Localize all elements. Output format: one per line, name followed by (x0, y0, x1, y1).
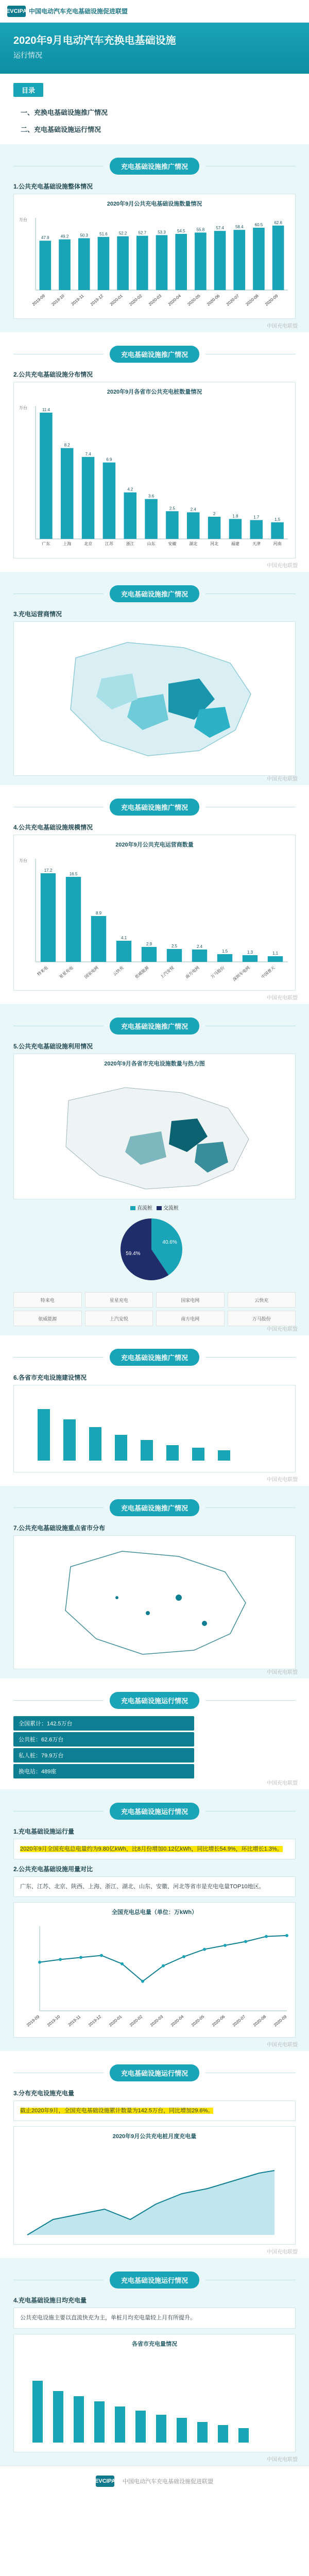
bar (229, 519, 242, 539)
data-point (141, 1980, 144, 1983)
bar (40, 413, 53, 539)
bar (59, 240, 71, 290)
bar (217, 954, 232, 962)
x-tick-label: 星星充电 (58, 965, 74, 980)
watermark: 中国充电联盟 (267, 324, 298, 329)
x-tick-label: 国家电网 (83, 965, 99, 980)
org-name: 中国电动汽车充电基础设施促进联盟 (29, 8, 128, 15)
bar-value-label: 2 (213, 512, 216, 516)
brand-logo: 万马股份 (228, 1311, 296, 1326)
data-point (244, 1940, 247, 1943)
y-axis-label: 万台 (19, 858, 27, 863)
brand-logo: 上汽安悦 (85, 1311, 153, 1326)
subsection-title: 3.充电运营商情况 (13, 611, 62, 618)
x-tick-label: 2020-04 (170, 2014, 185, 2028)
pie-label: 59.4% (126, 1250, 141, 1257)
subsection-title: 5.公共充电基础设施利用情况 (13, 1043, 93, 1050)
table-of-contents (0, 74, 309, 144)
section-promo-2 (0, 332, 309, 572)
section-operation-1 (0, 1789, 309, 2051)
x-tick-label: 2019-10 (46, 2014, 61, 2028)
chart-container (13, 2334, 296, 2452)
legend-alternating: 交流桩 (157, 1204, 179, 1211)
bar-value-label: 2.4 (196, 944, 203, 949)
x-tick-label: 2020-05 (191, 2014, 205, 2028)
x-tick-label: 福建 (231, 541, 239, 546)
footer (0, 2466, 309, 2497)
chart-container (13, 1385, 296, 1472)
bar-value-label: 1.1 (272, 951, 279, 956)
bar (103, 463, 116, 539)
data-point (224, 1944, 227, 1947)
bar-value-label: 50.3 (80, 233, 89, 238)
data-point (121, 1962, 124, 1965)
x-tick-label: 2019-09 (31, 293, 46, 307)
bar (156, 235, 168, 290)
data-point (162, 1964, 165, 1968)
x-tick-label: 南方电网 (184, 965, 200, 980)
x-tick-label: 2019-10 (50, 293, 65, 307)
bar-value-label: 17.2 (44, 868, 53, 873)
bar-value-label: 4.1 (121, 936, 127, 940)
bar (192, 950, 207, 962)
brand-logo: 星星充电 (85, 1292, 153, 1308)
watermark: 中国充电联盟 (267, 2456, 298, 2463)
x-tick-label: 2019-12 (89, 293, 105, 307)
x-tick-label: 中国普天 (260, 965, 276, 980)
chart-container (13, 382, 296, 558)
y-axis-label: 万台 (19, 405, 27, 410)
section-promo-5 (0, 1004, 309, 1335)
brand-logo: 依威能源 (13, 1311, 82, 1326)
summary-band: 公共桩：62.6万台 (13, 1732, 194, 1747)
data-point (79, 1956, 82, 1959)
bar-value-label: 11.4 (42, 407, 50, 412)
x-tick-label: 2019-11 (70, 293, 85, 307)
bar (98, 237, 110, 290)
bar (40, 241, 52, 290)
x-tick-label: 2020-02 (129, 2014, 144, 2028)
x-tick-label: 2020-03 (149, 2014, 164, 2028)
watermark: 中国充电联盟 (267, 1477, 298, 1483)
bar (187, 512, 200, 539)
x-tick-label: 2020-04 (167, 293, 182, 307)
data-point (182, 1955, 185, 1958)
chart-container (13, 1902, 296, 2038)
bar (61, 448, 74, 539)
x-tick-label: 上海 (63, 541, 72, 546)
subsection-title: 4.充电基础设施日均充电量 (13, 2297, 87, 2304)
chart-legend (13, 1204, 296, 1211)
x-tick-label: 2020-05 (186, 293, 201, 307)
bar-chart-provinces (17, 398, 293, 552)
x-tick-label: 2020-03 (148, 293, 163, 307)
bar-value-label: 52.2 (118, 231, 127, 236)
bar-value-label: 2.5 (171, 944, 178, 948)
line-chart-energy (17, 1918, 293, 2031)
map-container (13, 621, 296, 776)
summary-band: 换电站：489座 (13, 1764, 194, 1778)
pie-label: 40.6% (162, 1240, 177, 1246)
heat-map (17, 1070, 293, 1193)
bar-value-label: 1.7 (253, 515, 260, 520)
bar-value-label: 55.8 (196, 227, 205, 232)
data-point (59, 1958, 62, 1961)
data-point (38, 1961, 41, 1964)
watermark: 中国充电联盟 (267, 563, 298, 569)
bar-value-label: 58.4 (235, 225, 244, 230)
bar (175, 234, 187, 290)
x-tick-label: 深圳车电网 (232, 965, 251, 982)
bar-value-label: 2.9 (146, 942, 152, 946)
summary-band: 私人桩：79.9万台 (13, 1748, 194, 1762)
bar (142, 947, 157, 962)
section-promo-1 (0, 144, 309, 332)
bar (195, 232, 207, 290)
y-axis-label: 万台 (19, 217, 27, 222)
cover-banner (0, 23, 309, 74)
chart-title: 2020年9月公共充电运营商数量 (115, 842, 194, 848)
pie-chart-types (13, 1213, 289, 1285)
x-tick-label: 湖北 (189, 541, 198, 546)
bar-value-label: 6.9 (106, 457, 112, 462)
area-chart (17, 2142, 285, 2243)
toc-label: 目录 (13, 83, 43, 97)
x-tick-label: 2020-07 (225, 293, 241, 307)
bar-value-label: 57.4 (216, 226, 224, 231)
footer-logo: EVCIPA (96, 2476, 114, 2487)
chart-title: 2020年9月各省市充电设施数量与热力图 (104, 1061, 205, 1067)
bar-value-label: 62.6 (274, 220, 282, 225)
section-promo-3 (0, 572, 309, 785)
bar (208, 517, 221, 539)
bar-value-label: 52.7 (138, 230, 147, 235)
x-tick-label: 2020-09 (273, 2014, 288, 2028)
bar-value-label: 54.5 (177, 229, 185, 233)
x-tick-label: 2020-07 (232, 2014, 247, 2028)
brand-logo: 国家电网 (156, 1292, 225, 1308)
bar (243, 955, 258, 962)
bar (167, 949, 182, 962)
chart-title: 2020年9月公共充电基础设施数量情况 (107, 201, 202, 207)
text-block (13, 1839, 296, 1859)
bar (117, 236, 129, 290)
watermark: 中国充电联盟 (267, 995, 298, 1001)
bar-value-label: 16.5 (69, 872, 78, 876)
cover-subtitle: 运行情况 (13, 51, 42, 59)
section-operation-intro (0, 1679, 309, 1789)
x-tick-label: 云快充 (112, 965, 125, 977)
x-tick-label: 2019-11 (67, 2014, 82, 2028)
map-container (13, 1535, 296, 1669)
watermark: 中国充电联盟 (267, 2249, 298, 2256)
data-point (265, 1935, 268, 1938)
operator-logo-grid (13, 1292, 296, 1326)
text-block (13, 2100, 296, 2121)
watermark: 中国充电联盟 (267, 2042, 298, 2048)
chart-container (13, 194, 296, 319)
bar (145, 499, 158, 539)
chart-title: 全国充电总电量（单位：万kWh） (111, 1909, 198, 1916)
x-tick-label: 安徽 (168, 541, 177, 546)
bar-value-label: 2.4 (190, 507, 196, 512)
x-tick-label: 2020-01 (108, 2014, 123, 2028)
bar (82, 457, 95, 539)
distribution-map (14, 1536, 290, 1669)
x-tick-label: 上汽安悦 (159, 965, 175, 980)
chart-title: 2020年9月公共充电桩月度充电量 (112, 2133, 197, 2140)
x-tick-label: 特来电 (36, 965, 49, 977)
x-tick-label: 2020-06 (211, 2014, 226, 2028)
bar (78, 238, 90, 290)
bar (271, 522, 284, 539)
bar (268, 956, 283, 962)
x-tick-label: 天津 (252, 541, 261, 546)
section-title: 充电基础设施运行情况 (110, 1803, 199, 1820)
section-title: 充电基础设施推广情况 (110, 1018, 199, 1035)
bar-value-label: 1.3 (247, 950, 253, 955)
bar (272, 226, 284, 290)
section-operation-3 (0, 2258, 309, 2465)
bar (233, 230, 245, 290)
subsection-title: 1.充电基础设施运行量 (13, 1828, 75, 1835)
x-tick-label: 2020-08 (252, 2014, 267, 2028)
section-promo-4 (0, 785, 309, 1004)
x-tick-label: 江苏 (105, 541, 113, 546)
chart-container (13, 2126, 296, 2245)
bar-chart-daily (17, 2350, 285, 2450)
bar-value-label: 2.5 (169, 506, 175, 511)
bar-value-label: 3.6 (148, 494, 154, 499)
data-point (285, 1934, 288, 1937)
section-title: 充电基础设施推广情况 (110, 585, 199, 602)
bar (41, 873, 56, 962)
subsection-title: 6.各省市充电设施建设情况 (13, 1374, 87, 1381)
legend-direct: 直流桩 (130, 1204, 152, 1211)
bar (253, 228, 265, 290)
x-tick-label: 浙江 (126, 541, 134, 546)
bar (66, 877, 81, 962)
chart-container (13, 1054, 296, 1199)
x-tick-label: 2020-02 (128, 293, 143, 307)
bar-value-label: 60.5 (254, 223, 263, 227)
highlighted-text: 截止2020年9月，全国充电基础设施累计数量为142.5万台，同比增加29.6%。 (20, 2108, 214, 2114)
section-promo-6 (0, 1335, 309, 1486)
subsection-title: 3.分布充电设施充电量 (13, 2090, 75, 2097)
section-title: 充电基础设施运行情况 (110, 2064, 199, 2081)
series-line (40, 1936, 287, 1981)
section-title: 充电基础设施推广情况 (110, 346, 199, 363)
bar-value-label: 51.6 (99, 231, 108, 236)
bar-chart-monthly (17, 210, 293, 313)
cover-title: 2020年9月电动汽车充换电基础设施 (13, 35, 176, 46)
bar-value-label: 49.2 (60, 234, 69, 239)
toc-item-2[interactable]: 二、充电基础设施运行情况 (21, 126, 101, 133)
text-block: 公共充电设施主要以直流快充为主，单桩月均充电量较上月有所提升。 (13, 2308, 296, 2328)
x-tick-label: 广东 (42, 541, 50, 546)
bar-value-label: 47.9 (41, 235, 49, 241)
brand-logo: 南方电网 (156, 1311, 225, 1326)
subsection-title: 4.公共充电基础设施规模情况 (13, 824, 93, 831)
bar-value-label: 7.4 (85, 451, 91, 456)
bar (250, 520, 263, 539)
section-title: 充电基础设施推广情况 (110, 799, 199, 816)
bar-value-label: 8.9 (95, 911, 102, 916)
bar (91, 916, 106, 962)
x-tick-label: 山东 (147, 541, 156, 546)
watermark: 中国充电联盟 (267, 1670, 298, 1675)
watermark: 中国充电联盟 (267, 1327, 298, 1332)
x-tick-label: 河北 (210, 541, 219, 546)
subsection-title: 2.公共充电基础设施用量对比 (13, 1866, 93, 1873)
section-title: 充电基础设施运行情况 (110, 2272, 199, 2289)
chart-title: 2020年9月各省市公共充电桩数量情况 (107, 389, 202, 395)
watermark: 中国充电联盟 (267, 1781, 298, 1786)
footer-text: 中国电动汽车充电基础设施促进联盟 (123, 2479, 213, 2485)
china-map (14, 622, 290, 776)
bar-value-label: 1.8 (232, 514, 238, 519)
subsection-title: 2.公共充电基础设施分布情况 (13, 371, 93, 378)
x-tick-label: 依威能源 (134, 965, 150, 980)
toc-item-1[interactable]: 一、充换电基础设施推广情况 (21, 109, 108, 116)
watermark: 中国充电联盟 (267, 776, 298, 782)
bar (124, 493, 137, 539)
brand-logo: 云快充 (228, 1292, 296, 1308)
bar-value-label: 1.5 (221, 949, 228, 954)
x-tick-label: 2019-09 (26, 2014, 41, 2028)
section-title: 充电基础设施推广情况 (110, 158, 199, 175)
bar (214, 231, 226, 290)
subsection-title: 1.公共充电基础设施整体情况 (13, 183, 93, 190)
x-tick-label: 河南 (273, 541, 282, 546)
highlighted-text: 2020年9月全国充电总电量约为9.80亿kWh，比8月份增加0.12亿kWh，同比增长54.9%，环比增长1.3%。 (20, 1846, 283, 1852)
section-title: 充电基础设施运行情况 (110, 1692, 199, 1709)
x-tick-label: 2020-09 (264, 293, 279, 307)
section-operation-2 (0, 2051, 309, 2258)
logo: EVCIPA (7, 6, 26, 17)
section-promo-7 (0, 1486, 309, 1679)
data-point (203, 1948, 206, 1951)
text-block: 广东、江苏、北京、陕西、上海、浙江、湖北、山东、安徽、河北等省市是充电电量TOP10地区。 (13, 1876, 296, 1897)
x-tick-label: 北京 (84, 541, 93, 546)
bar (116, 941, 131, 962)
brand-logo: 特来电 (13, 1292, 82, 1308)
x-tick-label: 2019-12 (88, 2014, 102, 2028)
header (0, 0, 309, 23)
bar-value-label: 8.2 (64, 443, 70, 448)
summary-band: 全国累计：142.5万台 (13, 1716, 194, 1731)
chart-container (13, 835, 296, 991)
x-tick-label: 2020-01 (109, 293, 124, 307)
bar (166, 511, 179, 539)
bar (136, 236, 148, 290)
x-tick-label: 2020-08 (245, 293, 260, 307)
bar-value-label: 1.5 (274, 517, 281, 522)
bar-value-label: 53.3 (158, 230, 166, 235)
subsection-title: 7.公共充电基础设施重点省市分布 (13, 1524, 106, 1532)
x-tick-label: 2020-06 (206, 293, 221, 307)
chart-title: 各省市充电量情况 (132, 2341, 177, 2347)
section-title: 充电基础设施推广情况 (110, 1349, 199, 1366)
bar-chart-operators (17, 851, 293, 985)
bar-value-label: 4.2 (127, 487, 133, 492)
mini-bar-chart (17, 1388, 285, 1468)
x-tick-label: 万马股份 (210, 965, 226, 980)
section-title: 充电基础设施推广情况 (110, 1499, 199, 1516)
data-point (100, 1954, 103, 1957)
